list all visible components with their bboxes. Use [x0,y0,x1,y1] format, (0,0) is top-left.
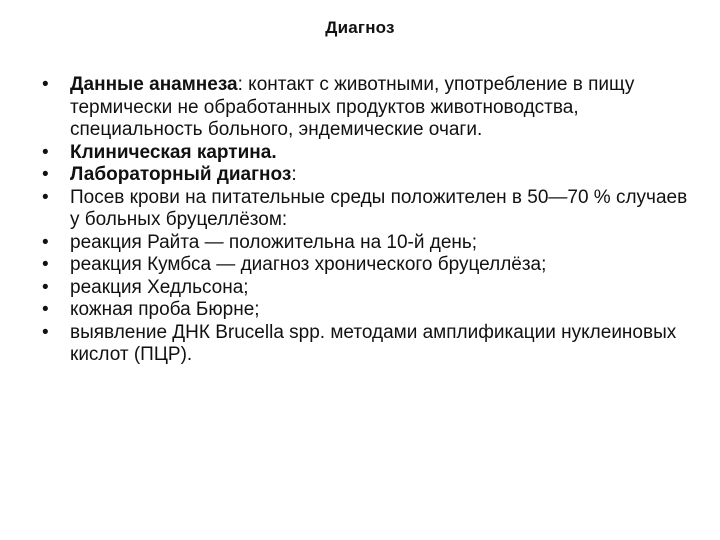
bullet-bold-text: Лабораторный диагноз [70,164,292,185]
bullet-item-anamnesis [42,74,698,142]
bullet-text: кожная проба Бюрне; [70,299,260,320]
bullet-item-clinical [42,142,698,165]
slide-title: Диагноз [325,18,395,37]
bullet-dot-icon: • [42,231,49,253]
bullet-text: : [291,164,297,185]
bullet-item-pcr [42,322,698,367]
bullet-item-lab [42,164,698,187]
bullet-dot-icon: • [42,254,49,275]
bullet-text: : контакт с животными, употребление в пищу термически не обработанных продуктов животноводства, специальность больного, эндемические очаги. [70,74,635,140]
bullet-text: выявление ДНК Brucella spp. методами амплификации нуклеиновых кислот (ПЦР). [70,321,677,365]
bullet-item-coombs [42,254,698,277]
bullet-dot-icon: • [42,276,49,298]
bullet-text: реакция Хедльсона; [70,276,249,298]
bullet-dot-icon: • [42,141,49,163]
bullet-text: реакция Райта — положительна на 10-й день; [70,231,478,253]
bullet-dot-icon: • [42,74,49,95]
bullet-text: реакция Кумбса — диагноз хронического бруцеллёза; [70,254,547,275]
bullet-dot-icon: • [42,321,49,343]
bullet-dot-icon: • [42,186,49,208]
bullet-dot-icon: • [42,164,49,185]
bullet-bold-text: Данные анамнеза [70,74,238,95]
bullet-text: Посев крови на питательные среды положителен в 50—70 % случаев у больных бруцеллёзом: [70,186,688,230]
bullet-item-blood-culture [42,187,698,232]
bullet-dot-icon: • [42,299,49,320]
bullet-item-huddleson [42,277,698,300]
bullet-list [42,74,698,367]
bullet-bold-text: Клиническая картина. [70,141,277,163]
bullet-item-wright [42,232,698,255]
bullet-item-burnet [42,299,698,322]
